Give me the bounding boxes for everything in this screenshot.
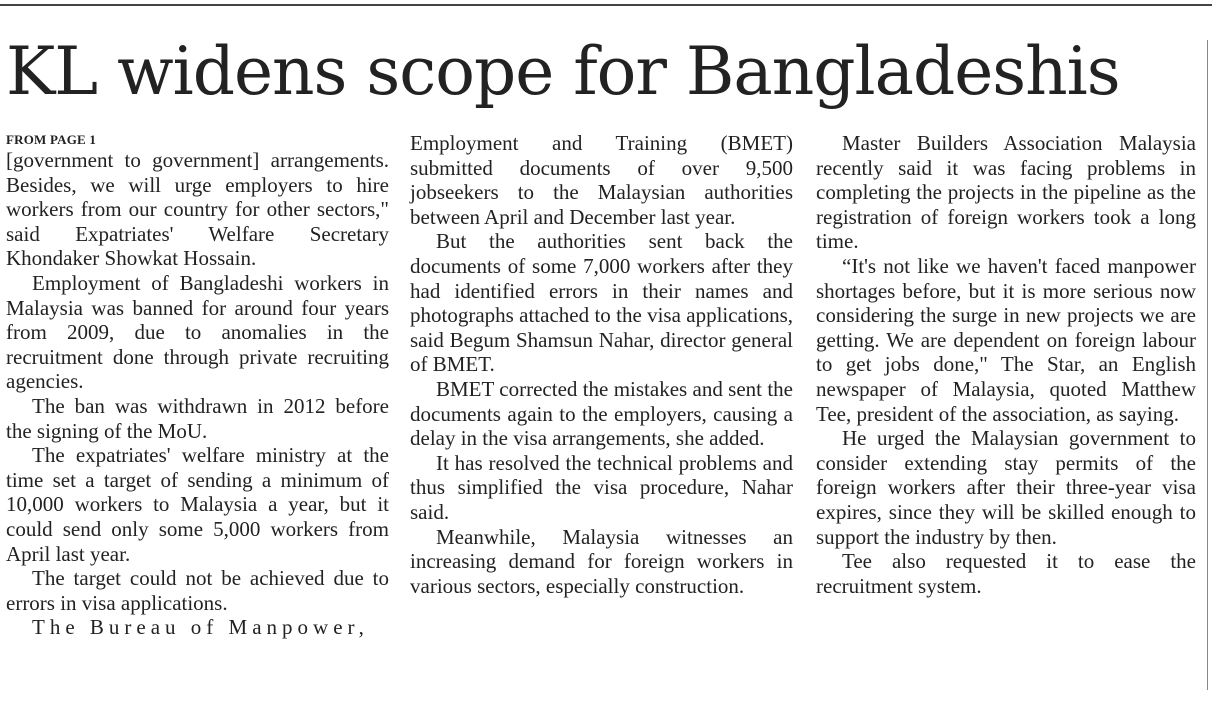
paragraph: [government to government] arrangements. Besides, we will urge employers to hire workers from our country for other sectors," said Expatriates' Welfare Secretary Khondaker Showkat Hossain.	[6, 148, 389, 271]
column-rule	[1207, 40, 1208, 690]
paragraph: It has resolved the technical problems and thus simplified the visa procedure, Nahar said.	[410, 450, 793, 524]
paragraph: He urged the Malaysian government to consider extending stay permits of the foreign workers after their three-year visa expires, since they will be skilled enough to support the industry by then.	[816, 426, 1196, 549]
top-rule	[0, 4, 1212, 6]
paragraph: Meanwhile, Malaysia witnesses an increasing demand for foreign workers in various sectors, especially construction.	[410, 524, 793, 598]
article-column-1	[6, 131, 389, 640]
paragraph: The expatriates' welfare ministry at the time set a target of sending a minimum of 10,000 workers to Malaysia a year, but it could send only some 5,000 workers from April last year.	[6, 443, 389, 566]
article-column-3	[816, 131, 1196, 598]
paragraph: The ban was withdrawn in 2012 before the signing of the MoU.	[6, 393, 389, 443]
paragraph: But the authorities sent back the documents of some 7,000 workers after they had identified errors in their names and photographs attached to the visa applications, said Begum Shamsun Nahar, director general of BMET.	[410, 229, 793, 377]
paragraph: “It's not like we haven't faced manpower shortages before, but it is more serious now considering the surge in new projects we are getting. We are dependent on foreign labour to get jobs done," The Star, an English newspaper of Malaysia, quoted Matthew Tee, president of the association, as saying.	[816, 253, 1196, 426]
paragraph: BMET corrected the mistakes and sent the documents again to the employers, causing a delay in the visa arrangements, she added.	[410, 376, 793, 451]
paragraph: Master Builders Association Malaysia recently said it was facing problems in completing the projects in the pipeline as the registration of foreign workers took a long time.	[816, 131, 1196, 254]
paragraph: Employment of Bangladeshi workers in Malaysia was banned for around four years from 2009, due to anomalies in the recruitment done through private recruiting agencies.	[6, 270, 389, 394]
kicker: FROM PAGE 1	[6, 132, 97, 147]
headline: KL widens scope for Bangladeshis	[6, 33, 1120, 110]
paragraph: The Bureau of Manpower,	[32, 615, 369, 640]
paragraph: Employment and Training (BMET) submitted documents of over 9,500 jobseekers to the Malaysian authorities between April and December last year.	[410, 131, 793, 229]
paragraph: Tee also requested it to ease the recruitment system.	[816, 549, 1196, 598]
paragraph: The target could not be achieved due to errors in visa applications.	[6, 566, 389, 615]
article-column-2	[410, 131, 793, 598]
